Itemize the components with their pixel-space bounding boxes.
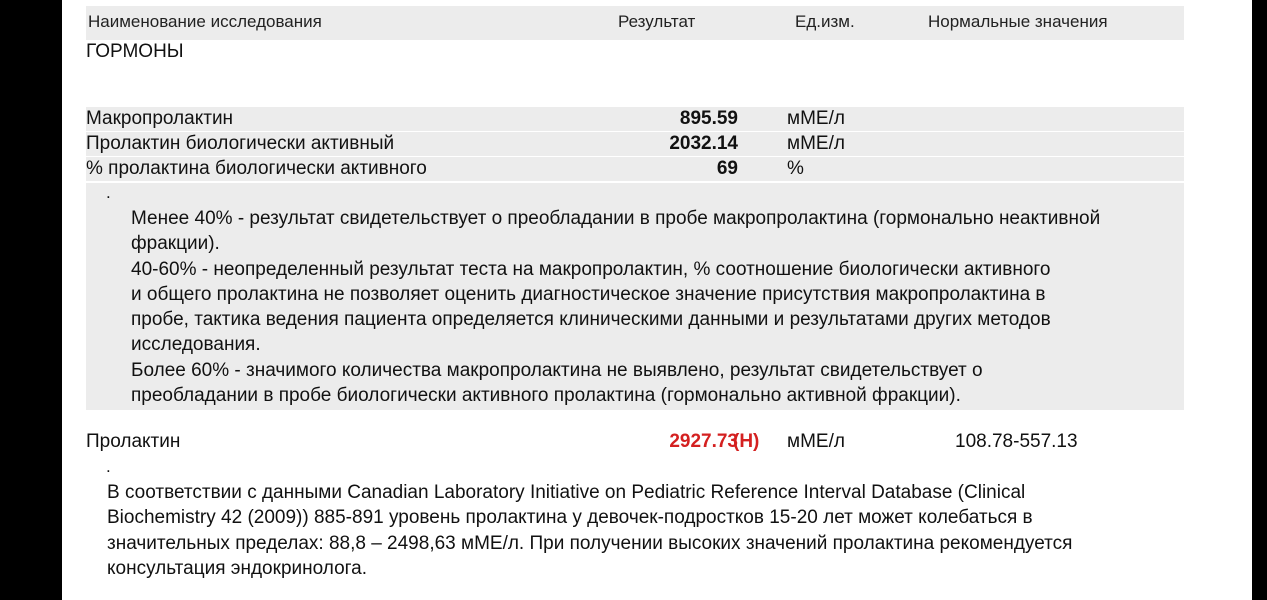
comment-line: фракции).: [131, 233, 220, 255]
macroprolactin-comment: [86, 183, 1184, 410]
test-name: Макропролактин: [86, 108, 234, 129]
comment-line: и общего пролактина не позволяет оценить диагностическое значение присутствия макропролактина в: [131, 283, 1046, 305]
comment-line: В соответствии с данными Canadian Laboratory Initiative on Pediatric Reference Interval Database (Clinical: [107, 482, 1026, 503]
header-name: Наименование исследования: [88, 12, 322, 31]
test-unit: мМЕ/л: [787, 108, 845, 129]
table-header: [86, 6, 1184, 40]
table-row-prolactin: [86, 430, 1184, 454]
table-row: [86, 157, 1184, 181]
table-row: [86, 132, 1184, 156]
header-result: Результат: [618, 12, 696, 31]
comment-line: Biochemistry 42 (2009)) 885-891 уровень пролактина у девочек-подростков 15-20 лет может колебаться в: [107, 507, 1033, 529]
comment-line: Более 60% - значимого количества макропролактина не выявлено, результат свидетельствует о: [131, 359, 983, 381]
comment-dot: .: [106, 457, 111, 476]
test-name: Пролактин: [86, 431, 181, 452]
header-unit: Ед.изм.: [795, 12, 855, 31]
test-name: Пролактин биологически активный: [86, 133, 395, 154]
left-border: [0, 0, 62, 600]
comment-dot: .: [106, 183, 111, 202]
comment-line: преобладании в пробе биологически активного пролактина (гормонально активной фракции).: [131, 385, 961, 407]
test-unit: %: [787, 158, 804, 179]
test-value: 2927.73: [669, 431, 738, 452]
comment-line: значительных пределах: 88,8 – 2498,63 мМЕ/л. При получении высоких значений пролактина рекомендуется: [107, 532, 1073, 554]
test-unit: мМЕ/л: [787, 133, 845, 154]
test-value: 2032.14: [669, 133, 738, 154]
header-norm: Нормальные значения: [928, 12, 1108, 31]
high-flag: (H): [733, 431, 760, 452]
comment-text: [131, 206, 1100, 408]
lab-report-page: [62, 0, 1252, 600]
comment-line: 40-60% - неопределенный результат теста на макропролактин, % соотношение биологически активного: [131, 258, 1051, 280]
test-unit: мМЕ/л: [787, 431, 845, 452]
comment-line: Менее 40% - результат свидетельствует о преобладании в пробе макропролактина (гормонально неактивной: [131, 208, 1101, 229]
test-name: % пролактина биологически активного: [86, 158, 427, 179]
table-row: [86, 107, 1184, 131]
section-title: ГОРМОНЫ: [86, 41, 184, 62]
test-value: 895.59: [679, 108, 738, 129]
right-border: [1252, 0, 1267, 600]
prolactin-comment: [107, 480, 1072, 581]
comment-line: консультация эндокринолога.: [107, 557, 367, 579]
test-norm: 108.78-557.13: [955, 431, 1078, 452]
comment-line: пробе, тактика ведения пациента определяется клиническими данными и результатами других методов: [131, 309, 1051, 331]
test-value: 69: [716, 158, 738, 179]
comment-line: исследования.: [131, 334, 261, 356]
